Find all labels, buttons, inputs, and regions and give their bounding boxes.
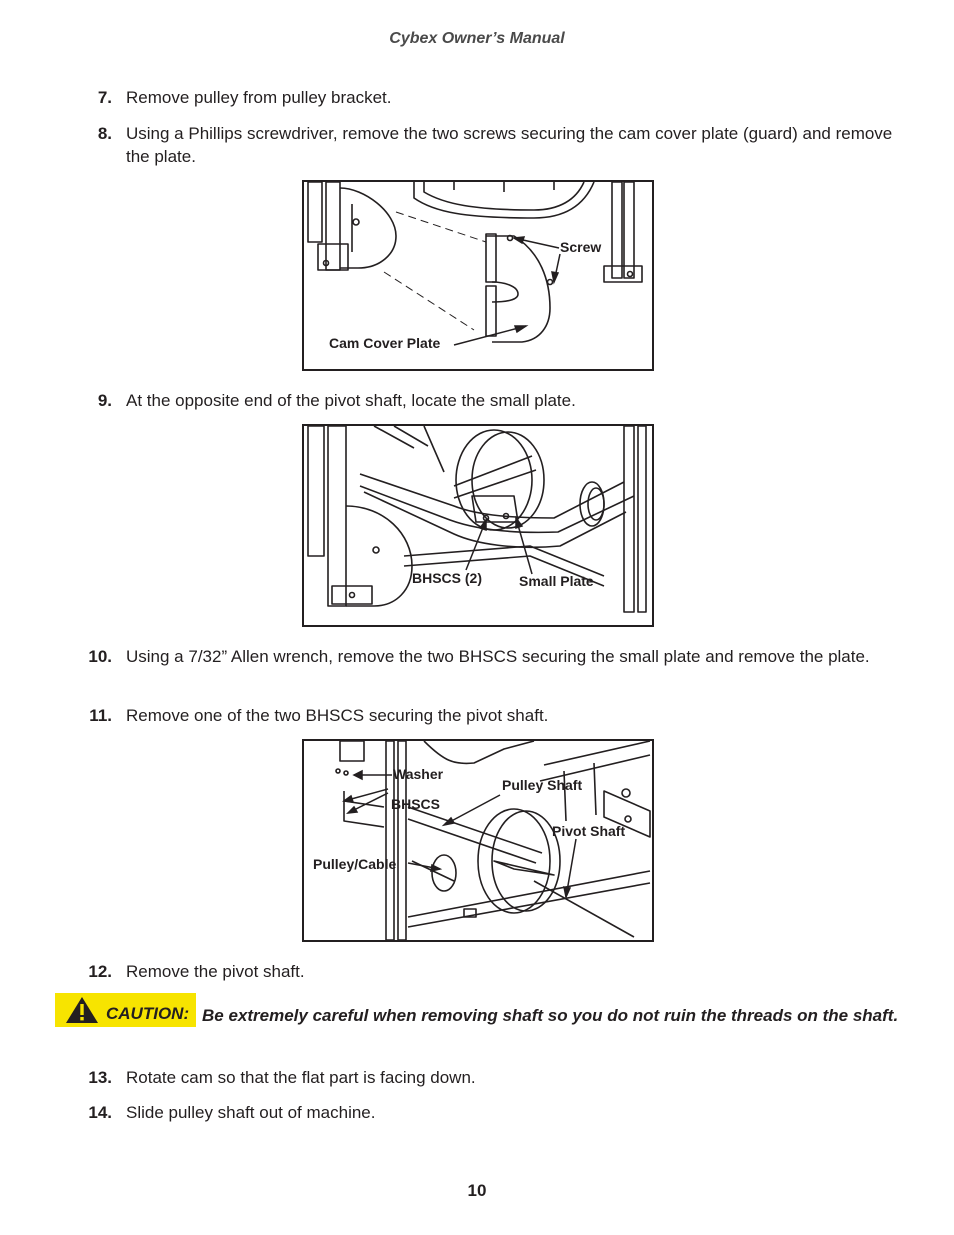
caution-notice xyxy=(55,993,915,1053)
caution-text: Be extremely careful when removing shaft so you do not ruin the threads on the shaft. xyxy=(202,1006,899,1025)
figure-pivot-shaft xyxy=(302,739,654,942)
label-screw: Screw xyxy=(560,239,602,255)
step-text: Remove the pivot shaft. xyxy=(126,962,305,981)
label-bhscs-2: BHSCS (2) xyxy=(412,570,483,586)
step-text: Using a Phillips screwdriver, remove the two screws securing the cam cover plate (guard) and remove the plate. xyxy=(126,124,893,166)
step-text: Rotate cam so that the flat part is facing down. xyxy=(126,1068,476,1087)
small-plate-diagram xyxy=(304,426,652,625)
step-number: 8. xyxy=(97,124,112,143)
page-number: 10 xyxy=(467,1181,487,1200)
label-pulley-shaft: Pulley Shaft xyxy=(502,777,583,793)
step-number: 14. xyxy=(88,1103,112,1122)
step-text: At the opposite end of the pivot shaft, locate the small plate. xyxy=(126,391,576,410)
step-text: Using a 7/32” Allen wrench, remove the two BHSCS securing the small plate and remove the plate. xyxy=(126,647,870,666)
caution-badge xyxy=(55,993,196,1027)
figure-cam-cover-plate xyxy=(302,180,654,371)
step-number: 9. xyxy=(97,391,112,410)
label-small-plate: Small Plate xyxy=(519,573,594,589)
warning-triangle-icon xyxy=(65,996,99,1024)
label-cam-cover-plate: Cam Cover Plate xyxy=(329,335,441,351)
step-text: Remove one of the two BHSCS securing the pivot shaft. xyxy=(126,706,549,725)
step-number: 13. xyxy=(88,1068,112,1087)
step-number: 12. xyxy=(88,962,112,981)
label-pivot-shaft: Pivot Shaft xyxy=(552,823,626,839)
figure-small-plate xyxy=(302,424,654,627)
page-header: Cybex Owner’s Manual xyxy=(389,30,565,47)
pivot-shaft-diagram xyxy=(304,741,652,940)
step-text: Remove pulley from pulley bracket. xyxy=(126,88,392,107)
caution-label: CAUTION: xyxy=(106,1004,190,1023)
label-pulley-cable: Pulley/Cable xyxy=(313,856,397,872)
step-number: 7. xyxy=(97,88,112,107)
step-number: 10. xyxy=(88,647,112,666)
label-washer: Washer xyxy=(393,766,444,782)
label-bhscs: BHSCS xyxy=(391,796,441,812)
step-text: Slide pulley shaft out of machine. xyxy=(126,1103,376,1122)
cam-cover-diagram xyxy=(304,182,652,369)
step-number: 11. xyxy=(89,706,112,725)
